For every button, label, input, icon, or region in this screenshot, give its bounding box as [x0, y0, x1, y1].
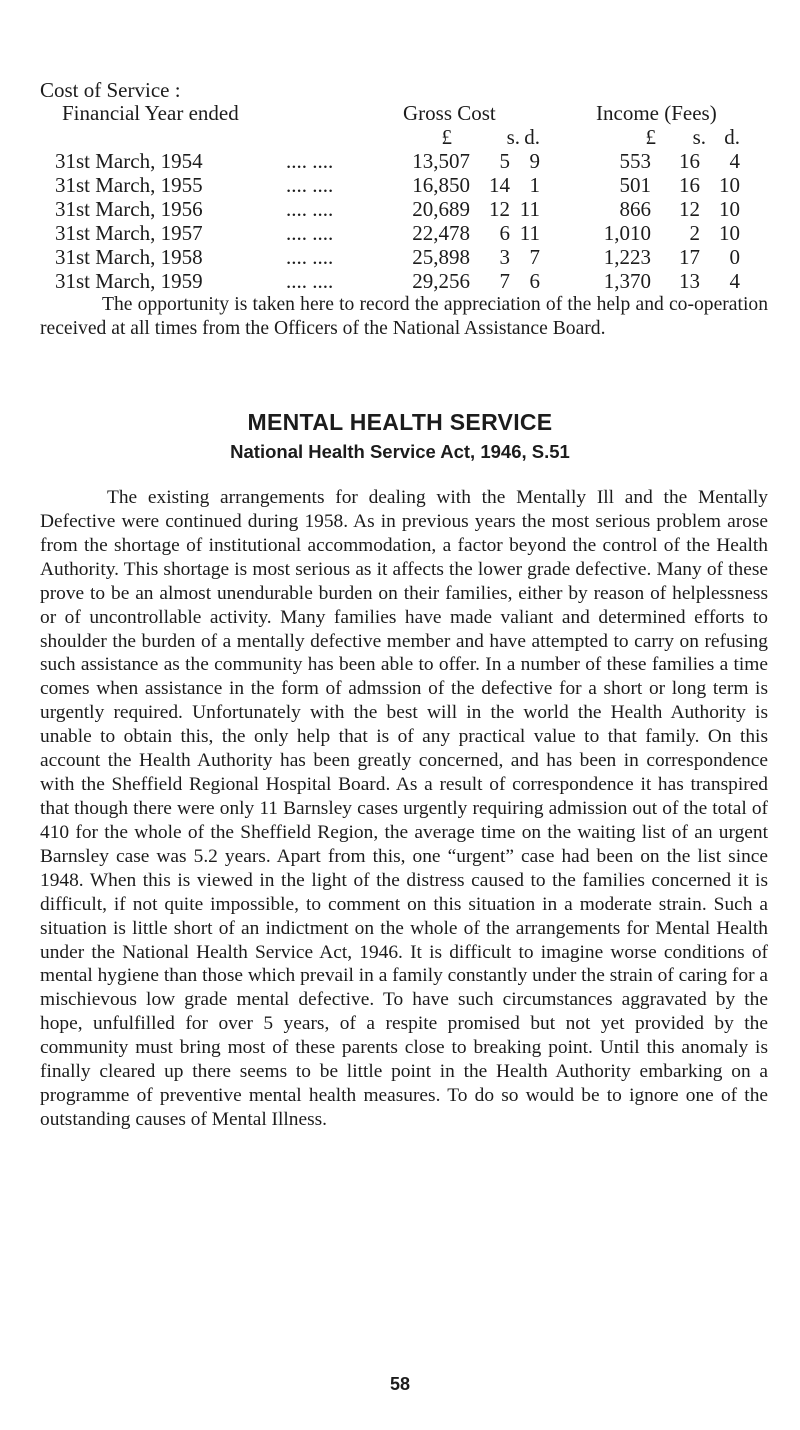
row-gross-pounds: 20,689 [412, 197, 470, 221]
row-income-pence: 10 [719, 197, 740, 221]
row-income-pence: 4 [729, 269, 740, 293]
row-leader: .... .... [286, 149, 334, 173]
row-leader: .... .... [286, 173, 334, 197]
row-date: 31st March, 1954 [55, 149, 203, 173]
mental-health-paragraph: The existing arrangements for dealing with the Mentally Ill and the Mentally Defective were continued during 1958. As in previous years the most serious problem arose from the shortage of institutional accommodation, a factor beyond the control of the Health Authority. This shortage is most serious as it affects the lower grade defective. Many of these prove to be an almost unendurable burden on their families, either by reason of helplessness or of uncontrollable activity. Many families have made valiant and determined efforts to shoulder the burden of a mentally defective member and have attempted to carry on refusing such assistance as the community has been able to offer. In a number of these families a time comes when assistance in the form of admssion of the defective for a short or long term is urgently required. Unfortunately with the best will in the world the Health Authority is unable to obtain this, the only help that is of any practical value to that family. On this account the Health Authority has been greatly concerned, and has been in correspondence with the Sheffield Regional Hospital Board. As a result of correspondence it has transpired that though there were only 11 Barnsley cases urgently requiring admission out of the total of 410 for the whole of the Sheffield Region, the average time on the waiting list of an urgent Barnsley case was 5.2 years. Apart from this, one “urgent” case had been on the list since 1948. When this is viewed in the light of the distress caused to the families concerned it is difficult, if not quite impossible, to comment on this situation in a moderate strain. Such a situation is little short of an indictment on the whole of the arrangements for Mental Health under the National Health Service Act, 1946. It is difficult to imagine worse conditions of mental hygiene than those which prevail in a family constantly under the strain of caring for a mischievous low grade mental defective. To have such circumstances aggravated by the hope, unfulfilled for over 5 years, of a respite promised but not yet provided by the community must bring most of these parents close to breaking point. Until this anomaly is finally cleared up there seems to be little point in the Health Authority embarking on a programme of preventive mental health measures. To do so would be to ignore one of the outstanding causes of Mental Illness. [40, 487, 768, 1130]
cost-section-title: Cost of Service : [40, 78, 181, 102]
row-gross-pounds: 25,898 [412, 245, 470, 269]
row-income-shillings: 13 [679, 269, 700, 293]
row-leader: .... .... [286, 221, 334, 245]
row-gross-pence: 1 [529, 173, 540, 197]
gross-pence-unit: d. [524, 125, 540, 149]
row-income-pounds: 553 [619, 149, 651, 173]
row-gross-shillings: 3 [499, 245, 510, 269]
row-leader: .... .... [286, 197, 334, 221]
appreciation-paragraph: The opportunity is taken here to record the appreciation of the help and co-operation received at all times from the Officers of the National Assistance Board. [40, 294, 768, 339]
row-gross-pounds: 29,256 [412, 269, 470, 293]
row-gross-pence: 11 [519, 221, 540, 245]
row-income-shillings: 16 [679, 173, 700, 197]
row-date: 31st March, 1956 [55, 197, 203, 221]
row-income-shillings: 2 [689, 221, 700, 245]
row-date: 31st March, 1955 [55, 173, 203, 197]
row-date: 31st March, 1957 [55, 221, 203, 245]
row-gross-shillings: 12 [489, 197, 510, 221]
row-gross-pence: 11 [519, 197, 540, 221]
row-income-pence: 0 [729, 245, 740, 269]
row-income-pounds: 866 [619, 197, 651, 221]
row-income-pounds: 501 [619, 173, 651, 197]
row-gross-shillings: 6 [499, 221, 510, 245]
gross-shillings-unit: s. [506, 125, 520, 149]
row-leader: .... .... [286, 245, 334, 269]
row-gross-pence: 9 [529, 149, 540, 173]
row-gross-shillings: 5 [499, 149, 510, 173]
row-income-shillings: 16 [679, 149, 700, 173]
income-pounds-unit: £ [645, 125, 656, 149]
row-gross-shillings: 14 [489, 173, 510, 197]
row-date: 31st March, 1959 [55, 269, 203, 293]
section-subtitle: National Health Service Act, 1946, S.51 [230, 441, 570, 462]
row-gross-pounds: 22,478 [412, 221, 470, 245]
year-column-header: Financial Year ended [62, 101, 239, 125]
row-income-pounds: 1,223 [603, 245, 651, 269]
gross-pounds-unit: £ [441, 125, 452, 149]
section-title: MENTAL HEALTH SERVICE [247, 409, 553, 435]
income-fees-header: Income (Fees) [596, 101, 717, 125]
row-income-shillings: 12 [679, 197, 700, 221]
row-income-pounds: 1,370 [603, 269, 651, 293]
row-income-pence: 4 [729, 149, 740, 173]
income-pence-unit: d. [724, 125, 740, 149]
page-number: 58 [389, 1374, 411, 1394]
row-income-pence: 10 [719, 221, 740, 245]
row-leader: .... .... [286, 269, 334, 293]
gross-cost-header: Gross Cost [403, 101, 496, 125]
row-gross-pence: 6 [529, 269, 540, 293]
row-date: 31st March, 1958 [55, 245, 203, 269]
row-gross-shillings: 7 [499, 269, 510, 293]
row-gross-pounds: 13,507 [412, 149, 470, 173]
row-gross-pounds: 16,850 [412, 173, 470, 197]
row-income-shillings: 17 [679, 245, 700, 269]
row-income-pence: 10 [719, 173, 740, 197]
income-shillings-unit: s. [692, 125, 706, 149]
row-gross-pence: 7 [529, 245, 540, 269]
row-income-pounds: 1,010 [603, 221, 651, 245]
